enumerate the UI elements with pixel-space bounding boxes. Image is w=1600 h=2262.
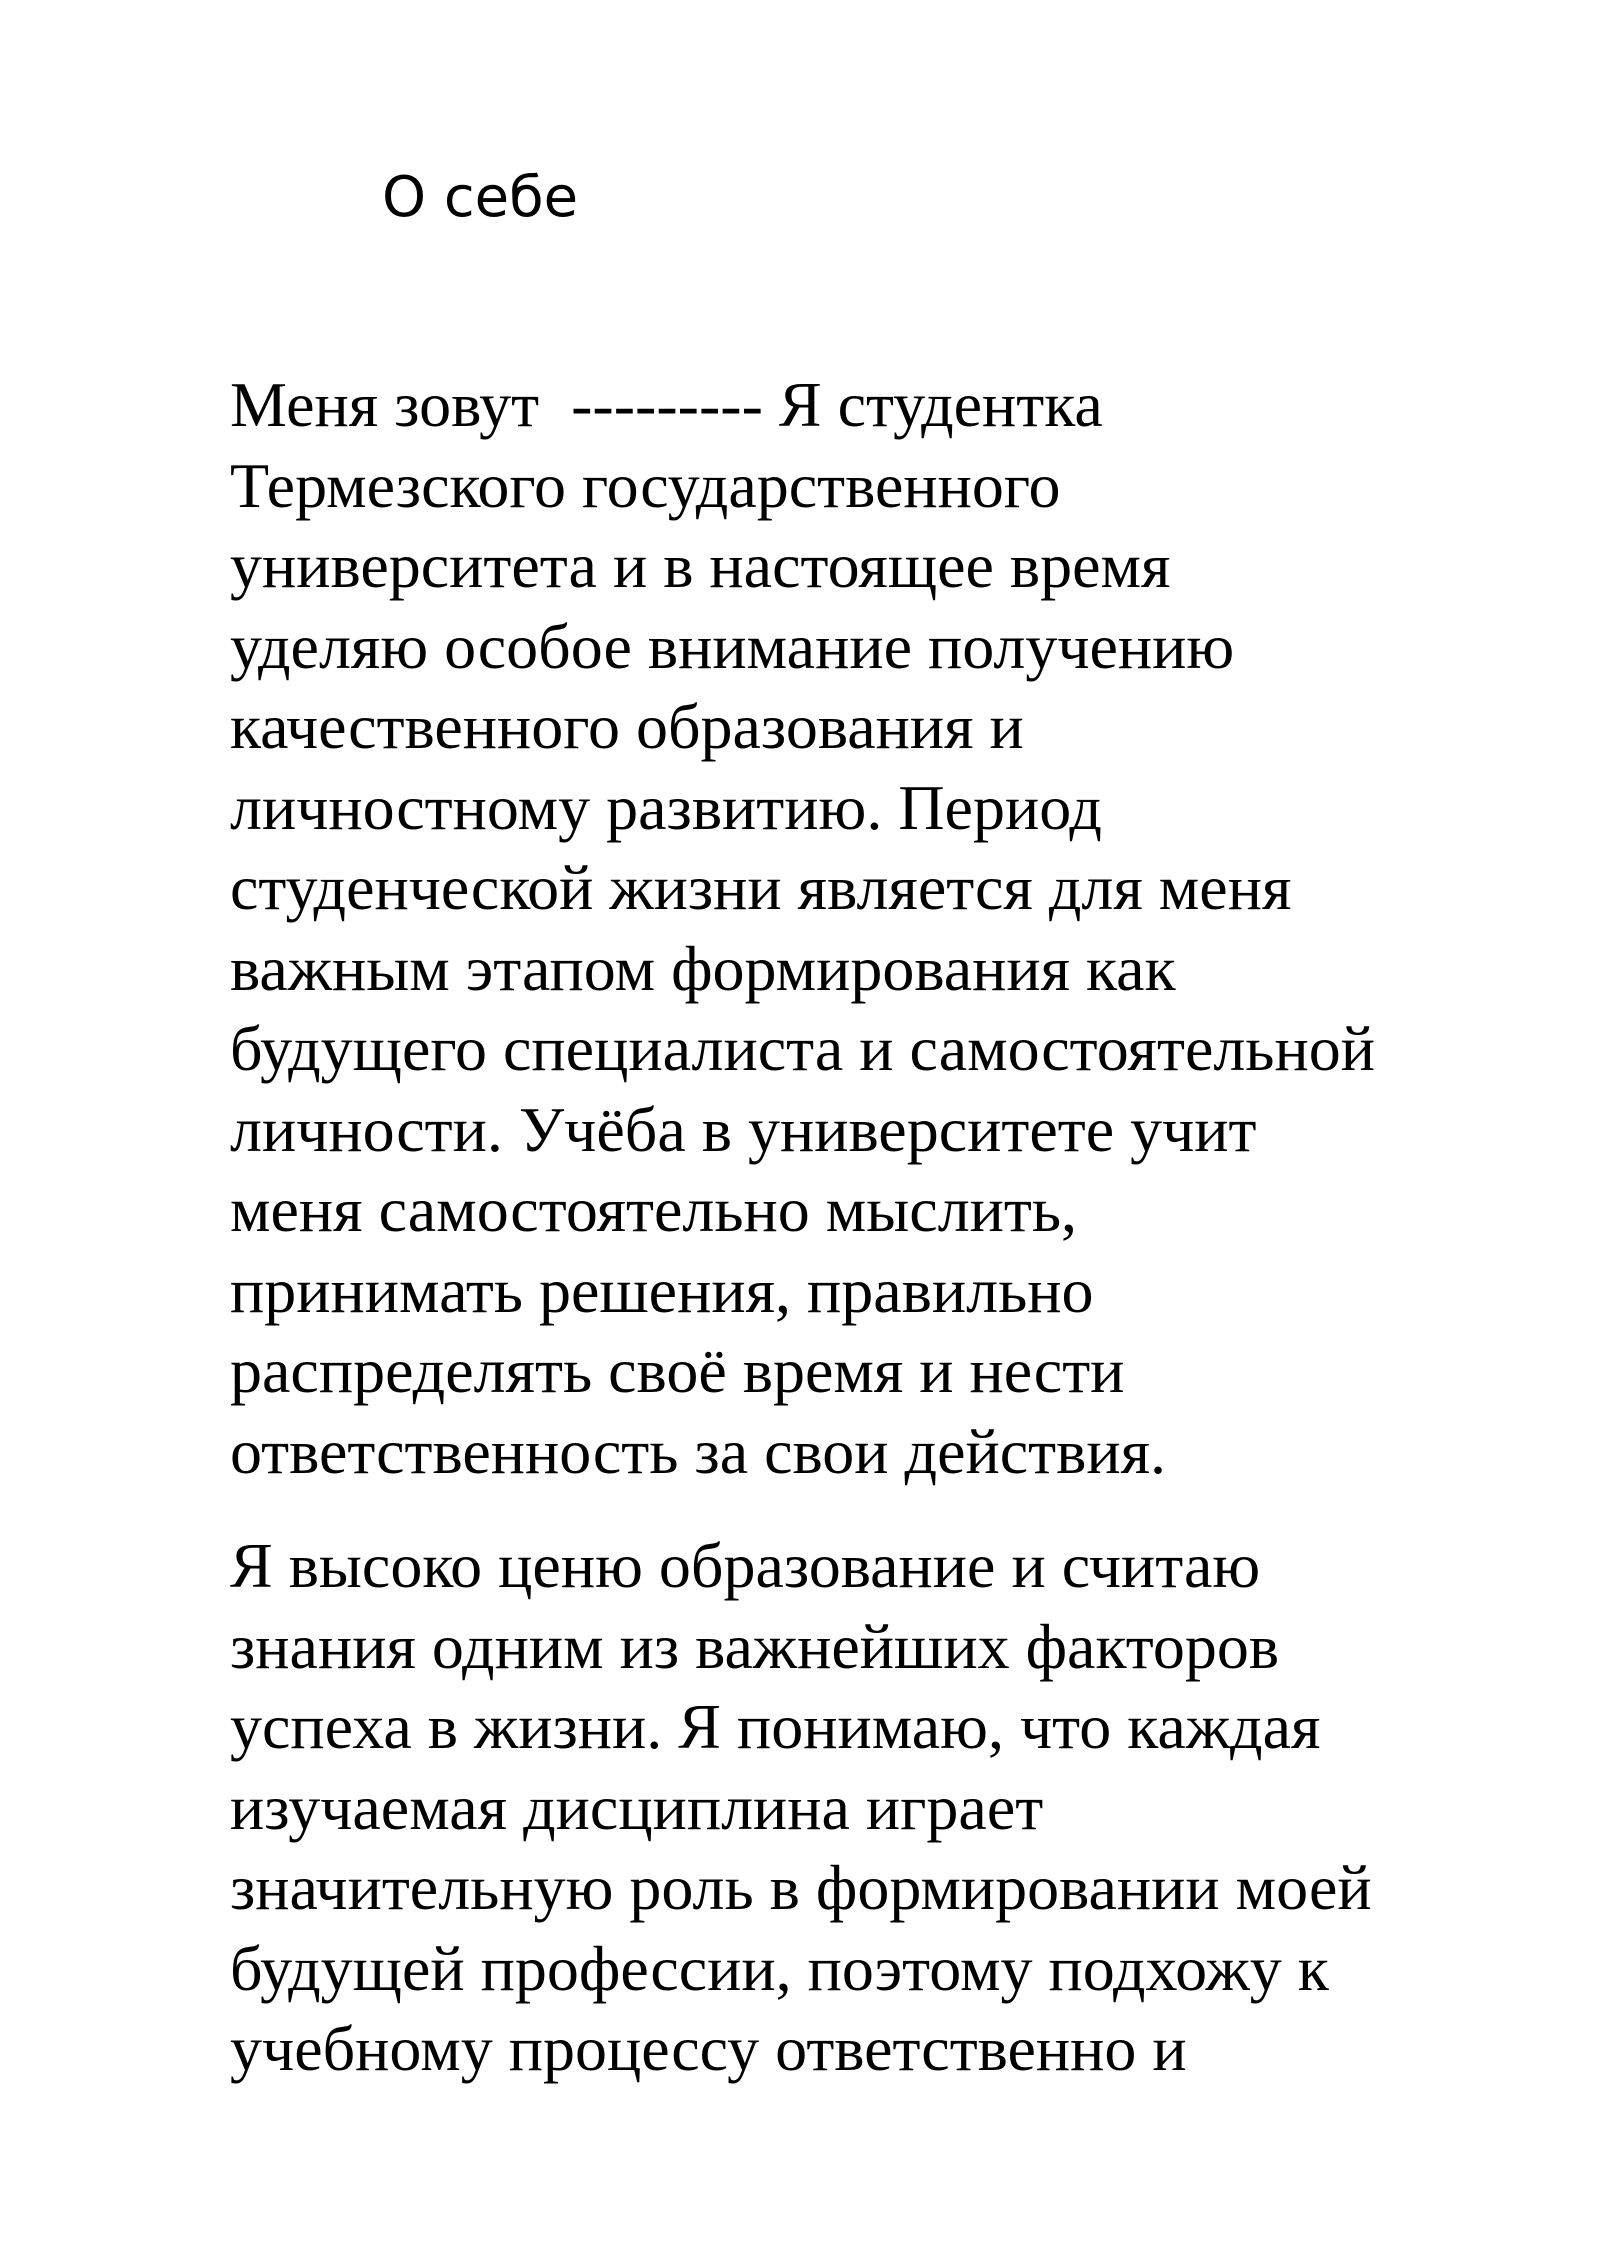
text-line: Меня зовут --------- Я студентка [230,369,1103,440]
text-line: будущего специалиста и самостоятельной [230,1013,1375,1084]
text-line: знания одним из важнейших факторов [230,1610,1280,1682]
text-line: важным этапом формирования как [230,932,1176,1004]
document-title: О себе [382,165,579,230]
text-line: личностному развитию. Период [230,771,1102,843]
text-line: личности. Учёба в университете учит [230,1093,1257,1165]
text-line: изучаемая дисциплина играет [230,1771,1044,1843]
paragraph-spacing [230,1492,1580,1526]
text-line: студенческой жизни является для меня [230,852,1292,923]
text-line: меня самостоятельно мыслить, [230,1174,1078,1245]
text-line: будущей профессии, поэтому подхожу к [230,1932,1329,2004]
text-line: принимать решения, правильно [230,1254,1094,1326]
text-line: Я высоко ценю образование и считаю [230,1530,1261,1601]
text-line: ответственность за свои действия. [230,1415,1167,1487]
text-line: успеха в жизни. Я понимаю, что каждая [230,1691,1321,1762]
text-line: распределять своё время и нести [230,1335,1125,1406]
text-line: учебному процессу ответственно и [230,2013,1187,2084]
paragraph-2 [230,1526,1580,2090]
text-line: качественного образования и [230,691,1024,762]
text-line: уделяю особое внимание получению [230,610,1235,682]
paragraph-1 [230,365,1580,1492]
text-line: Термезского государственного [230,449,1061,521]
document-body [230,365,1580,2090]
text-line: значительную роль в формировании моей [230,1852,1372,1923]
text-line: университета и в настоящее время [230,530,1171,601]
